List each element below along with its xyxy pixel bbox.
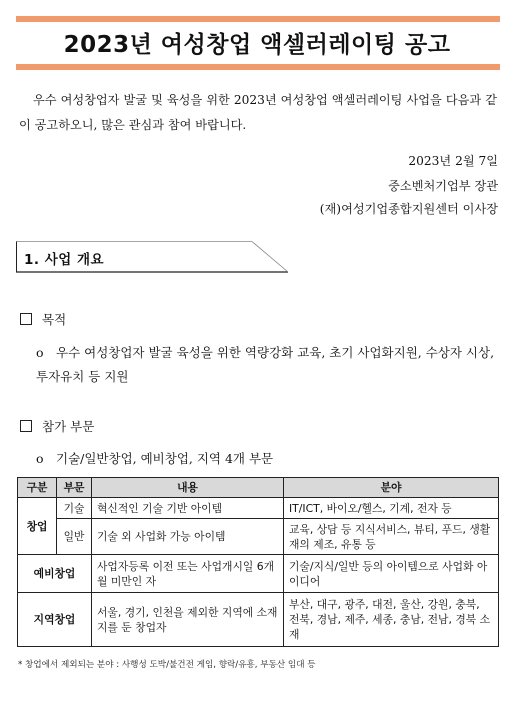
pre-content-cell: 사업자등록 이전 또는 사업개시일 6개월 미만인 자	[92, 555, 284, 593]
table-row	[18, 593, 499, 647]
region-startup-cell: 지역창업	[18, 593, 92, 647]
header-field: 분야	[284, 478, 499, 498]
purpose-text: 우수 여성창업자 발굴 육성을 위한 역량강화 교육, 초기 사업화지원, 수상자 시상, 투자유치 등 지원	[36, 345, 495, 384]
announcement-date: 2023년 2월 7일	[408, 154, 498, 168]
categories-title: 참가 부문	[42, 419, 95, 434]
purpose-title: 목적	[42, 312, 67, 327]
table-header-row	[18, 478, 499, 498]
ministry-signature: 중소벤처기업부 장관	[388, 179, 498, 193]
categories-table	[17, 477, 499, 647]
startup-cell: 창업	[18, 498, 57, 555]
table-row	[18, 555, 499, 593]
header-content: 내용	[92, 478, 284, 498]
table-row	[18, 519, 499, 555]
title-top-bar	[16, 16, 500, 22]
square-bullet-icon	[20, 313, 32, 325]
categories-item	[36, 447, 273, 471]
title-bottom-bar	[16, 64, 500, 70]
circle-bullet-icon: o	[36, 345, 44, 360]
page-title: 2023년 여성창업 액셀러레이팅 공고	[63, 32, 451, 58]
categories-heading	[20, 417, 94, 435]
region-content-cell: 서울, 경기, 인천을 제외한 지역에 소재지를 둔 창업자	[92, 593, 284, 647]
tech-content-cell: 혁신적인 기술 기반 아이템	[92, 498, 284, 519]
circle-bullet-icon: o	[36, 451, 44, 466]
header-category: 부문	[57, 478, 92, 498]
categories-text: 기술/일반창업, 예비창업, 지역 4개 부문	[56, 451, 274, 466]
footnote: * 창업에서 제외되는 분야 : 사행성 도박/불건전 게임, 향락/유흥, 부동산 임대 등	[18, 660, 316, 670]
purpose-item	[36, 341, 498, 389]
tech-field-cell: IT/ICT, 바이오/헬스, 기계, 전자 등	[284, 498, 499, 519]
general-field-cell: 교육, 상담 등 지식서비스, 뷰티, 푸드, 생활재의 제조, 유통 등	[284, 519, 499, 555]
general-sub-cell: 일반	[57, 519, 92, 555]
tech-sub-cell: 기술	[57, 498, 92, 519]
square-bullet-icon	[20, 420, 32, 432]
region-field-cell: 부산, 대구, 광주, 대전, 울산, 강원, 충북, 전북, 경남, 제주, 세종, 충남, 전남, 경북 소재	[284, 593, 499, 647]
center-signature: (재)여성기업종합지원센터 이사장	[319, 202, 498, 216]
intro-paragraph: 우수 여성창업자 발굴 및 육성을 위한 2023년 여성창업 액셀러레이팅 사업을 다음과 같이 공고하오니, 많은 관심과 참여 바랍니다.	[19, 93, 497, 132]
section-heading	[16, 241, 288, 273]
section-heading-label: 1. 사업 개요	[24, 252, 105, 268]
header-division: 구분	[18, 478, 57, 498]
purpose-heading	[20, 310, 66, 328]
table-row	[18, 498, 499, 519]
general-content-cell: 기술 외 사업화 가능 아이템	[92, 519, 284, 555]
pre-startup-cell: 예비창업	[18, 555, 92, 593]
pre-field-cell: 기술/지식/일반 등의 아이템으로 사업화 아이디어	[284, 555, 499, 593]
